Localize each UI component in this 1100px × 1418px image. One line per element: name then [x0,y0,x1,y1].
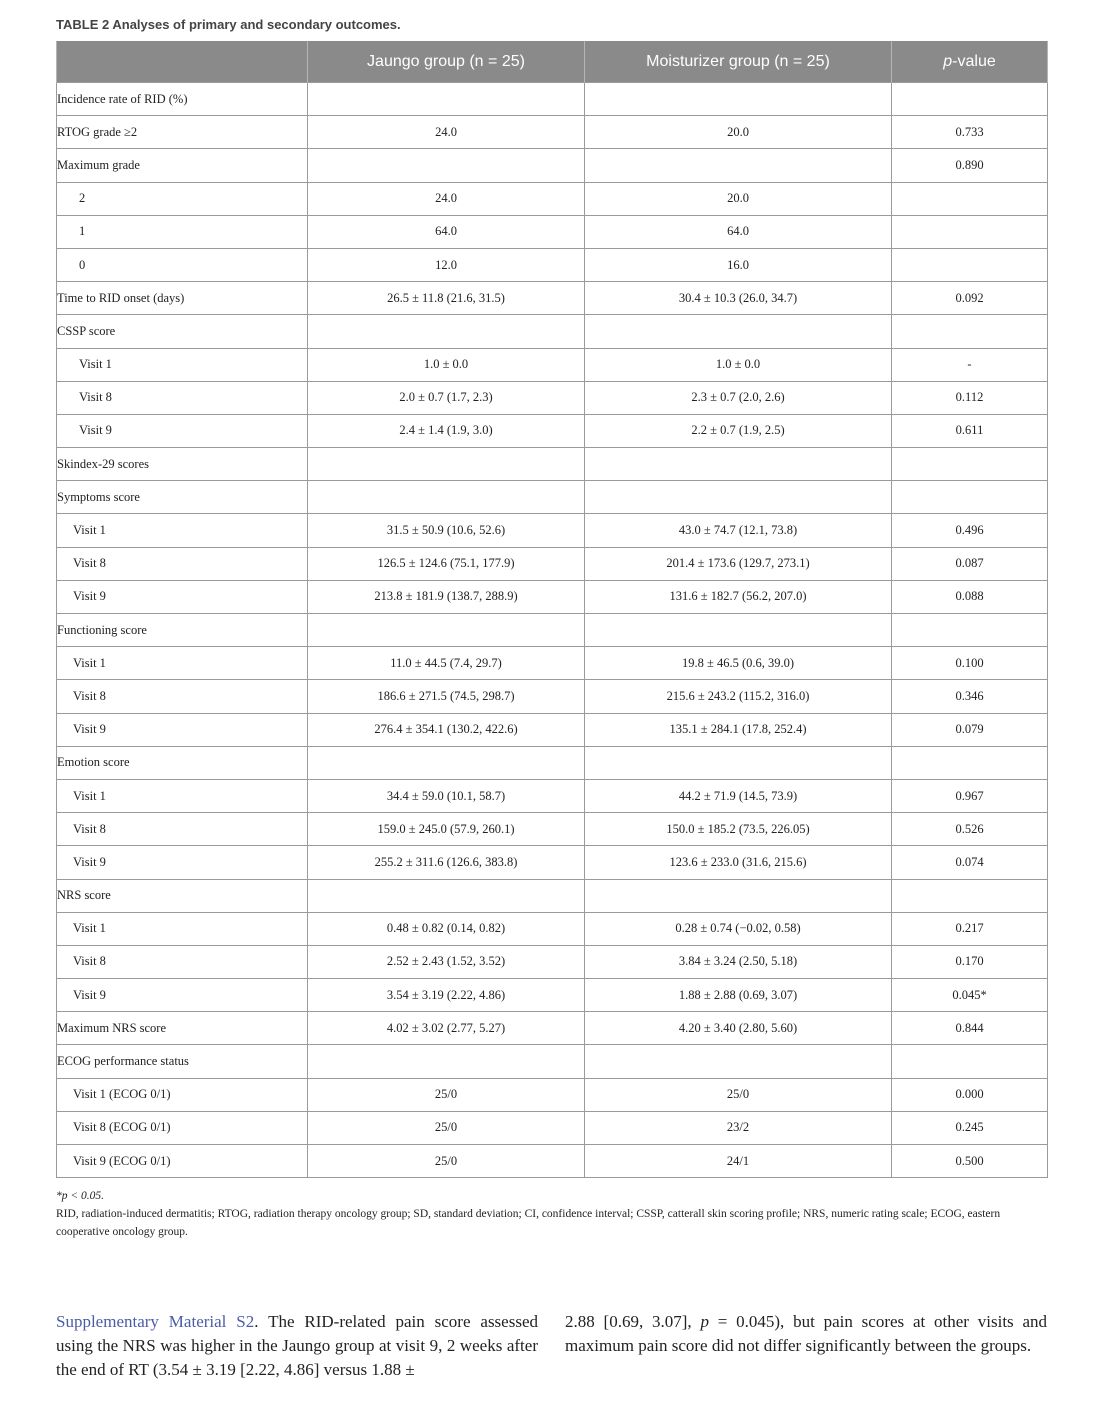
row-label: Incidence rate of RID (%) [57,83,308,116]
row-label: Visit 8 [57,547,308,580]
row-label: 1 [57,215,308,248]
row-label: Skindex-29 scores [57,448,308,481]
jaungo-value: 2.52 ± 2.43 (1.52, 3.52) [308,945,585,978]
p-value [892,481,1048,514]
row-label: Visit 8 [57,680,308,713]
p-value: 0.967 [892,779,1048,812]
moisturizer-value [585,315,892,348]
p-value: 0.526 [892,813,1048,846]
row-label: Symptoms score [57,481,308,514]
body-left-text: . The RID-related pain score assessed using the NRS was higher in the Jaungo group at visit 9, 2 weeks after the end of RT (3.54 ± 3.19 [2.22, 4.86] versus 1.88 ± [56,1312,538,1379]
table-row [57,879,1048,912]
table-row [57,813,1048,846]
jaungo-value: 25/0 [308,1111,585,1144]
jaungo-value [308,315,585,348]
jaungo-value: 24.0 [308,116,585,149]
supplementary-material-link[interactable]: Supplementary Material S2 [56,1312,255,1331]
moisturizer-value: 19.8 ± 46.5 (0.6, 39.0) [585,647,892,680]
row-label: Maximum grade [57,149,308,182]
moisturizer-value: 215.6 ± 243.2 (115.2, 316.0) [585,680,892,713]
header-p-value-italic: p [943,52,953,70]
table-row [57,746,1048,779]
p-value [892,248,1048,281]
row-label: Visit 8 [57,945,308,978]
table-row [57,647,1048,680]
jaungo-value [308,481,585,514]
jaungo-value: 2.0 ± 0.7 (1.7, 2.3) [308,381,585,414]
body-right-p: p [700,1312,709,1331]
moisturizer-value: 30.4 ± 10.3 (26.0, 34.7) [585,282,892,315]
p-value [892,315,1048,348]
table-row [57,680,1048,713]
moisturizer-value: 16.0 [585,248,892,281]
table-caption [56,17,401,32]
header-blank [57,41,308,83]
jaungo-value: 25/0 [308,1145,585,1178]
p-value: 0.844 [892,1012,1048,1045]
moisturizer-value: 131.6 ± 182.7 (56.2, 207.0) [585,580,892,613]
moisturizer-value: 2.2 ± 0.7 (1.9, 2.5) [585,414,892,447]
table-row [57,282,1048,315]
p-value: 0.112 [892,381,1048,414]
moisturizer-value [585,448,892,481]
table-row [57,1145,1048,1178]
moisturizer-value: 2.3 ± 0.7 (2.0, 2.6) [585,381,892,414]
body-paragraph-left [56,1310,538,1382]
p-value: 0.074 [892,846,1048,879]
jaungo-value: 1.0 ± 0.0 [308,348,585,381]
row-label: Emotion score [57,746,308,779]
p-value [892,614,1048,647]
table-row [57,1078,1048,1111]
jaungo-value: 126.5 ± 124.6 (75.1, 177.9) [308,547,585,580]
table-row [57,580,1048,613]
table-row [57,381,1048,414]
table-row [57,414,1048,447]
table-row [57,945,1048,978]
jaungo-value [308,83,585,116]
header-jaungo-group: Jaungo group (n = 25) [308,41,585,83]
row-label: Visit 8 [57,813,308,846]
jaungo-value: 276.4 ± 354.1 (130.2, 422.6) [308,713,585,746]
moisturizer-value: 123.6 ± 233.0 (31.6, 215.6) [585,846,892,879]
row-label: Time to RID onset (days) [57,282,308,315]
row-label: Visit 8 [57,381,308,414]
moisturizer-value: 3.84 ± 3.24 (2.50, 5.18) [585,945,892,978]
row-label: Visit 1 [57,348,308,381]
moisturizer-value: 23/2 [585,1111,892,1144]
p-value: 0.092 [892,282,1048,315]
jaungo-value: 25/0 [308,1078,585,1111]
table-footnotes [56,1187,1046,1241]
row-label: Visit 1 [57,912,308,945]
table-caption-label: TABLE 2 [56,17,110,32]
table-row [57,547,1048,580]
table-row [57,448,1048,481]
moisturizer-value: 44.2 ± 71.9 (14.5, 73.9) [585,779,892,812]
moisturizer-value: 4.20 ± 3.40 (2.80, 5.60) [585,1012,892,1045]
table-row [57,481,1048,514]
p-value [892,83,1048,116]
moisturizer-value: 201.4 ± 173.6 (129.7, 273.1) [585,547,892,580]
body-right-text-b: = 0.045), but pain scores at other visits and maximum pain score did not differ significantly between the groups. [565,1312,1047,1355]
table-row [57,1111,1048,1144]
moisturizer-value [585,879,892,912]
row-label: Visit 1 [57,514,308,547]
p-value: 0.079 [892,713,1048,746]
row-label: Visit 1 [57,779,308,812]
row-label: NRS score [57,879,308,912]
p-value: 0.217 [892,912,1048,945]
p-value: 0.496 [892,514,1048,547]
moisturizer-value [585,746,892,779]
p-value: 0.733 [892,116,1048,149]
jaungo-value: 186.6 ± 271.5 (74.5, 298.7) [308,680,585,713]
row-label: Visit 9 [57,713,308,746]
jaungo-value [308,448,585,481]
table-row [57,912,1048,945]
jaungo-value: 31.5 ± 50.9 (10.6, 52.6) [308,514,585,547]
moisturizer-value: 1.88 ± 2.88 (0.69, 3.07) [585,979,892,1012]
p-value [892,746,1048,779]
p-value: 0.100 [892,647,1048,680]
row-label: CSSP score [57,315,308,348]
footnote-significance: *p < 0.05. [56,1190,105,1202]
jaungo-value: 2.4 ± 1.4 (1.9, 3.0) [308,414,585,447]
body-right-text-a: 2.88 [0.69, 3.07], [565,1312,701,1331]
jaungo-value [308,149,585,182]
table-body [57,83,1048,1178]
table-row [57,116,1048,149]
table-header-row [57,41,1048,83]
moisturizer-value: 25/0 [585,1078,892,1111]
p-value: 0.500 [892,1145,1048,1178]
jaungo-value: 24.0 [308,182,585,215]
jaungo-value: 0.48 ± 0.82 (0.14, 0.82) [308,912,585,945]
table-row [57,614,1048,647]
row-label: Functioning score [57,614,308,647]
p-value: 0.088 [892,580,1048,613]
row-label: ECOG performance status [57,1045,308,1078]
moisturizer-value: 43.0 ± 74.7 (12.1, 73.8) [585,514,892,547]
row-label: Maximum NRS score [57,1012,308,1045]
p-value [892,879,1048,912]
jaungo-value: 213.8 ± 181.9 (138.7, 288.9) [308,580,585,613]
moisturizer-value [585,83,892,116]
footnote-abbreviations: RID, radiation-induced dermatitis; RTOG, radiation therapy oncology group; SD, standard deviation; CI, confidence interval; CSSP, catterall skin scoring profile; NRS, numeric rating scale; ECOG, eastern cooperative oncology group. [56,1208,1001,1238]
table-row [57,248,1048,281]
body-paragraph-right [565,1310,1047,1358]
table-row [57,779,1048,812]
jaungo-value: 255.2 ± 311.6 (126.6, 383.8) [308,846,585,879]
table-row [57,979,1048,1012]
table-row [57,83,1048,116]
jaungo-value: 3.54 ± 3.19 (2.22, 4.86) [308,979,585,1012]
table-row [57,1012,1048,1045]
moisturizer-value [585,614,892,647]
table-row [57,315,1048,348]
row-label: Visit 1 [57,647,308,680]
outcomes-table [56,41,1048,1178]
jaungo-value [308,614,585,647]
header-p-value [892,41,1048,83]
jaungo-value: 64.0 [308,215,585,248]
moisturizer-value: 135.1 ± 284.1 (17.8, 252.4) [585,713,892,746]
row-label: Visit 9 (ECOG 0/1) [57,1145,308,1178]
p-value [892,215,1048,248]
table-caption-title: Analyses of primary and secondary outcomes. [112,17,401,32]
jaungo-value [308,879,585,912]
p-value: 0.346 [892,680,1048,713]
p-value: 0.245 [892,1111,1048,1144]
moisturizer-value [585,149,892,182]
moisturizer-value: 150.0 ± 185.2 (73.5, 226.05) [585,813,892,846]
moisturizer-value: 20.0 [585,182,892,215]
row-label: 0 [57,248,308,281]
jaungo-value: 26.5 ± 11.8 (21.6, 31.5) [308,282,585,315]
jaungo-value: 159.0 ± 245.0 (57.9, 260.1) [308,813,585,846]
p-value: 0.890 [892,149,1048,182]
jaungo-value [308,1045,585,1078]
row-label: Visit 9 [57,414,308,447]
moisturizer-value: 24/1 [585,1145,892,1178]
moisturizer-value: 20.0 [585,116,892,149]
row-label: RTOG grade ≥2 [57,116,308,149]
row-label: 2 [57,182,308,215]
table-row [57,713,1048,746]
table-row [57,149,1048,182]
jaungo-value: 12.0 [308,248,585,281]
moisturizer-value: 64.0 [585,215,892,248]
row-label: Visit 1 (ECOG 0/1) [57,1078,308,1111]
p-value: 0.087 [892,547,1048,580]
p-value: - [892,348,1048,381]
p-value [892,182,1048,215]
header-p-value-rest: -value [952,52,996,70]
row-label: Visit 9 [57,580,308,613]
p-value: 0.000 [892,1078,1048,1111]
table-row [57,846,1048,879]
p-value: 0.045* [892,979,1048,1012]
moisturizer-value: 0.28 ± 0.74 (−0.02, 0.58) [585,912,892,945]
p-value: 0.611 [892,414,1048,447]
row-label: Visit 9 [57,979,308,1012]
table-row [57,348,1048,381]
jaungo-value: 4.02 ± 3.02 (2.77, 5.27) [308,1012,585,1045]
moisturizer-value: 1.0 ± 0.0 [585,348,892,381]
jaungo-value: 34.4 ± 59.0 (10.1, 58.7) [308,779,585,812]
p-value: 0.170 [892,945,1048,978]
row-label: Visit 9 [57,846,308,879]
table-row [57,215,1048,248]
jaungo-value [308,746,585,779]
row-label: Visit 8 (ECOG 0/1) [57,1111,308,1144]
table-row [57,514,1048,547]
header-moisturizer-group: Moisturizer group (n = 25) [585,41,892,83]
table-row [57,1045,1048,1078]
table-row [57,182,1048,215]
p-value [892,448,1048,481]
p-value [892,1045,1048,1078]
moisturizer-value [585,1045,892,1078]
jaungo-value: 11.0 ± 44.5 (7.4, 29.7) [308,647,585,680]
moisturizer-value [585,481,892,514]
